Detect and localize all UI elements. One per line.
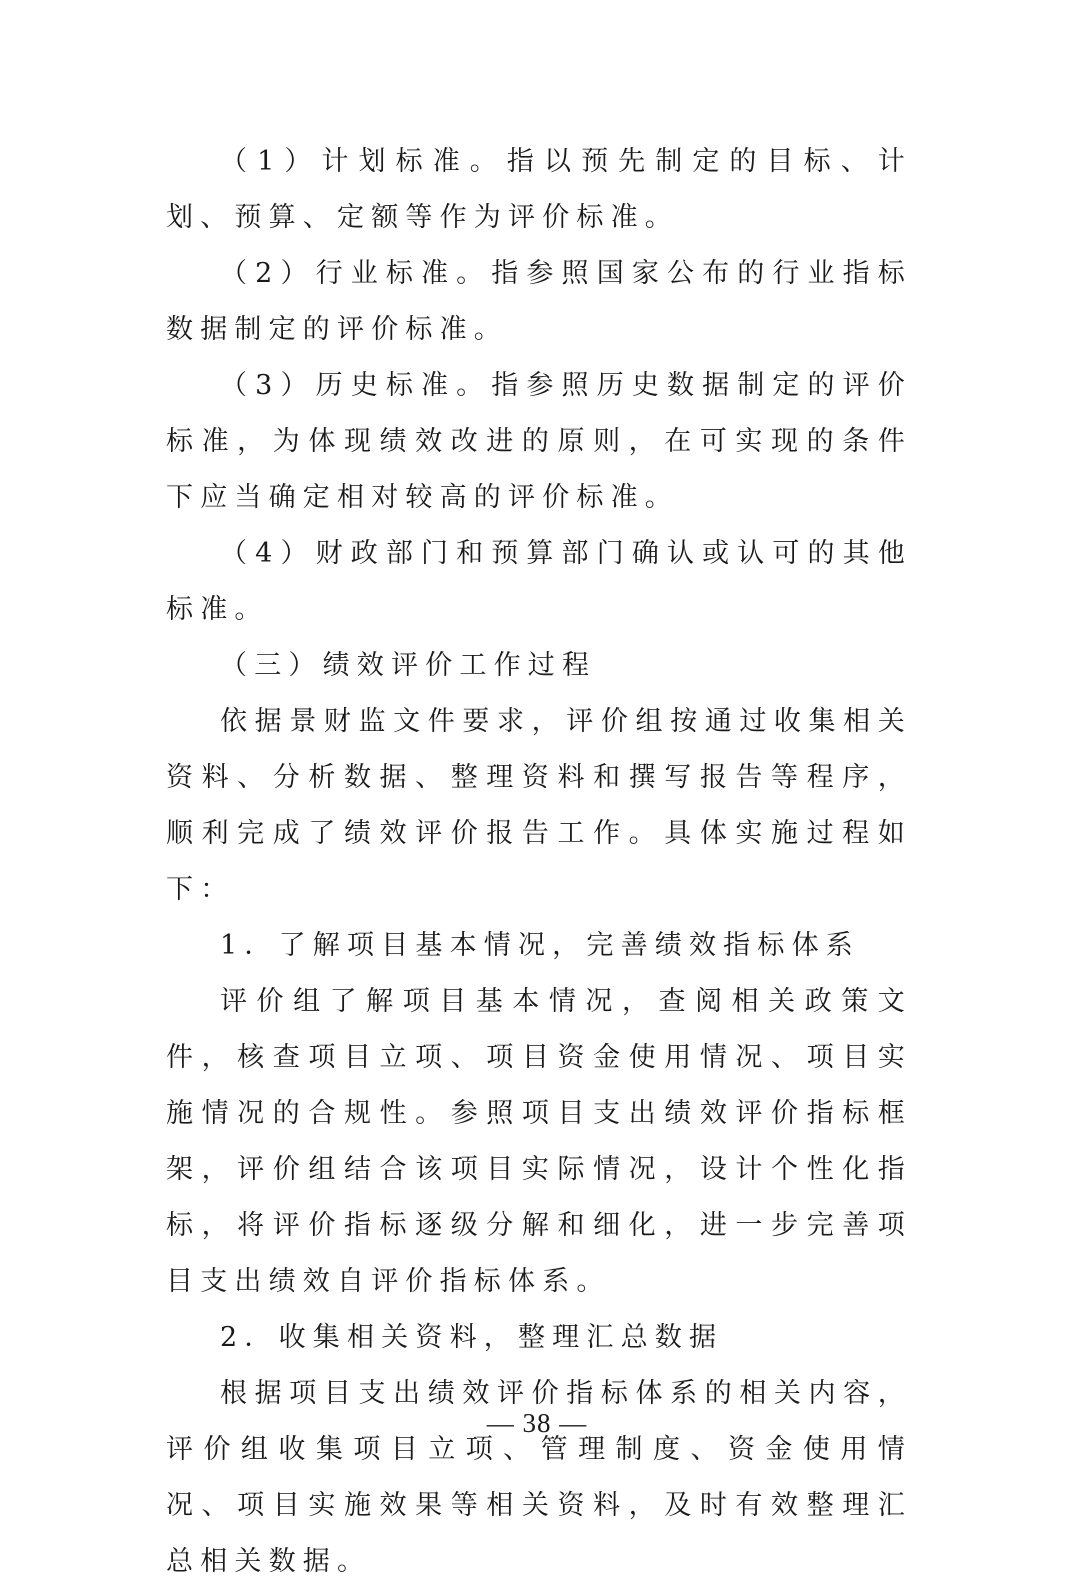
paragraph-other-standard: （4）财政部门和预算部门确认或认可的其他标准。: [166, 538, 912, 625]
paragraph-process-intro: 依据景财监文件要求，评价组按通过收集相关资料、分析数据、整理资料和撰写报告等程序，顺利完成了绩效评价报告工作。具体实施过程如下：: [166, 706, 912, 905]
paragraph-plan-standard: （1）计划标准。指以预先制定的目标、计划、预算、定额等作为评价标准。: [166, 146, 912, 233]
paragraph-collect-data: 根据项目支出绩效评价指标体系的相关内容，评价组收集项目立项、管理制度、资金使用情况、项目实施效果等相关资料，及时有效整理汇总相关数据。: [166, 1378, 912, 1577]
document-body: [166, 134, 912, 1590]
paragraph-industry-standard: （2）行业标准。指参照国家公布的行业指标数据制定的评价标准。: [166, 258, 912, 345]
page-number: — 38 —: [486, 1408, 588, 1438]
paragraph-understand-project: 评价组了解项目基本情况，查阅相关政策文件，核查项目立项、项目资金使用情况、项目实施情况的合规性。参照项目支出绩效评价指标框架，评价组结合该项目实际情况，设计个性化指标，将评价指标逐级分解和细化，进一步完善项目支出绩效自评价指标体系。: [166, 986, 912, 1297]
paragraph-history-standard: （3）历史标准。指参照历史数据制定的评价标准，为体现绩效改进的原则，在可实现的条件下应当确定相对较高的评价标准。: [166, 370, 912, 513]
subheading-understand-project: 1．了解项目基本情况，完善绩效指标体系: [220, 930, 860, 961]
section-heading-evaluation-process: （三）绩效评价工作过程: [220, 650, 597, 681]
subheading-collect-data: 2．收集相关资料，整理汇总数据: [220, 1322, 724, 1353]
